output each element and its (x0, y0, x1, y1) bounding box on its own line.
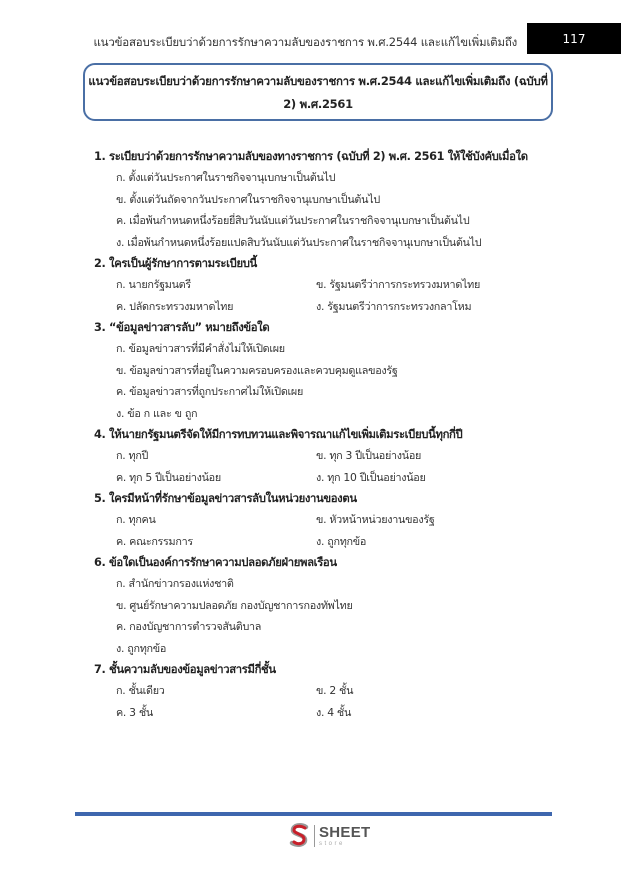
option-a: ก. ทุกปี (116, 449, 149, 462)
option-a: ก. นายกรัฐมนตรี (116, 278, 191, 291)
option-a: ก. ตั้งแต่วันประกาศในราชกิจจานุเบกษาเป็นต้นไป (116, 171, 336, 184)
question-1 (94, 146, 554, 253)
option-c: ค. เมื่อพ้นกำหนดหนึ่งร้อยยี่สิบวันนับแต่วันประกาศในราชกิจจานุเบกษาเป็นต้นไป (116, 214, 470, 227)
sheet-store-logo-icon (289, 823, 311, 849)
option-row (94, 467, 554, 489)
question-5 (94, 488, 554, 552)
option-d: ง. ทุก 10 ปีเป็นอย่างน้อย (316, 470, 426, 484)
option-row (94, 509, 554, 531)
question-7 (94, 659, 554, 723)
question-6 (94, 552, 554, 659)
option-row (94, 274, 554, 296)
option-d: ง. ข้อ ก และ ข ถูก (116, 406, 198, 420)
questions-list (94, 146, 554, 723)
option-a: ก. ชั้นเดียว (116, 684, 165, 697)
option-a: ก. ข้อมูลข่าวสารที่มีคำสั่งไม่ให้เปิดเผย (116, 342, 285, 355)
question-4 (94, 424, 554, 488)
option-b: ข. 2 ชั้น (316, 684, 354, 697)
option-d: ง. ถูกทุกข้อ (316, 534, 367, 548)
option-a: ก. สำนักข่าวกรองแห่งชาติ (116, 577, 234, 590)
question-2 (94, 253, 554, 317)
option-b: ข. ทุก 3 ปีเป็นอย่างน้อย (316, 449, 422, 462)
option-c: ค. ข้อมูลข่าวสารที่ถูกประกาศไม่ให้เปิดเผย (116, 385, 303, 398)
question-title: 7. ชั้นความลับของข้อมูลข่าวสารมีกี่ชั้น (94, 663, 276, 676)
option-d: ง. เมื่อพ้นกำหนดหนึ่งร้อยแปดสิบวันนับแต่วันประกาศในราชกิจจานุเบกษาเป็นต้นไป (116, 235, 482, 249)
question-title: 2. ใครเป็นผู้รักษาการตามระเบียบนี้ (94, 257, 257, 270)
question-3 (94, 317, 554, 424)
option-d: ง. 4 ชั้น (316, 705, 352, 719)
question-title: 3. “ข้อมูลข่าวสารลับ” หมายถึงข้อใด (94, 321, 270, 334)
footer-logo (289, 823, 371, 849)
logo-divider (314, 825, 315, 847)
option-d: ง. รัฐมนตรีว่าการกระทรวงกลาโหม (316, 299, 472, 313)
option-row (94, 702, 554, 724)
option-c: ค. 3 ชั้น (116, 705, 153, 719)
footer-rule (75, 812, 552, 816)
option-b: ข. ตั้งแต่วันถัดจากวันประกาศในราชกิจจานุเบกษาเป็นต้นไป (116, 192, 380, 206)
page-number: 117 (562, 31, 586, 46)
page-number-box (527, 23, 621, 54)
title-box (83, 63, 553, 121)
option-a: ก. ทุกคน (116, 513, 156, 526)
option-b: ข. รัฐมนตรีว่าการกระทรวงมหาดไทย (316, 278, 481, 291)
option-c: ค. ทุก 5 ปีเป็นอย่างน้อย (116, 470, 221, 484)
option-c: ค. คณะกรรมการ (116, 534, 193, 548)
logo-main-text: SHEET (319, 824, 371, 841)
option-b: ข. ข้อมูลข่าวสารที่อยู่ในความครอบครองและควบคุมดูแลของรัฐ (116, 363, 398, 377)
running-header: แนวข้อสอบระเบียบว่าด้วยการรักษาความลับของราชการ พ.ศ.2544 และแก้ไขเพิ่มเติมถึง (93, 35, 517, 49)
logo-text (319, 825, 371, 847)
question-title: 4. ให้นายกรัฐมนตรีจัดให้มีการทบทวนและพิจารณาแก้ไขเพิ่มเติมระเบียบนี้ทุกกี่ปี (94, 428, 463, 441)
question-title: 1. ระเบียบว่าด้วยการรักษาความลับของทางราชการ (ฉบับที่ 2) พ.ศ. 2561 ให้ใช้บังคับเมื่อใด (94, 150, 528, 163)
option-row (94, 296, 554, 318)
option-d: ง. ถูกทุกข้อ (116, 641, 167, 655)
option-row (94, 531, 554, 553)
title-line-2: 2) พ.ศ.2561 (283, 97, 353, 111)
question-title: 5. ใครมีหน้าที่รักษาข้อมูลข่าวสารลับในหน่วยงานของตน (94, 492, 357, 505)
option-b: ข. ศูนย์รักษาความปลอดภัย กองบัญชาการกองทัพไทย (116, 598, 353, 612)
option-c: ค. กองบัญชาการตำรวจสันติบาล (116, 620, 262, 633)
question-title: 6. ข้อใดเป็นองค์การรักษาความปลอดภัยฝ่ายพลเรือน (94, 556, 337, 569)
option-b: ข. หัวหน้าหน่วยงานของรัฐ (316, 513, 435, 526)
option-row (94, 445, 554, 467)
title-line-1: แนวข้อสอบระเบียบว่าด้วยการรักษาความลับของราชการ พ.ศ.2544 และแก้ไขเพิ่มเติมถึง (ฉบับที่ (88, 74, 548, 88)
option-c: ค. ปลัดกระทรวงมหาดไทย (116, 299, 234, 313)
option-row (94, 680, 554, 702)
logo-sub-text: store (319, 841, 345, 847)
